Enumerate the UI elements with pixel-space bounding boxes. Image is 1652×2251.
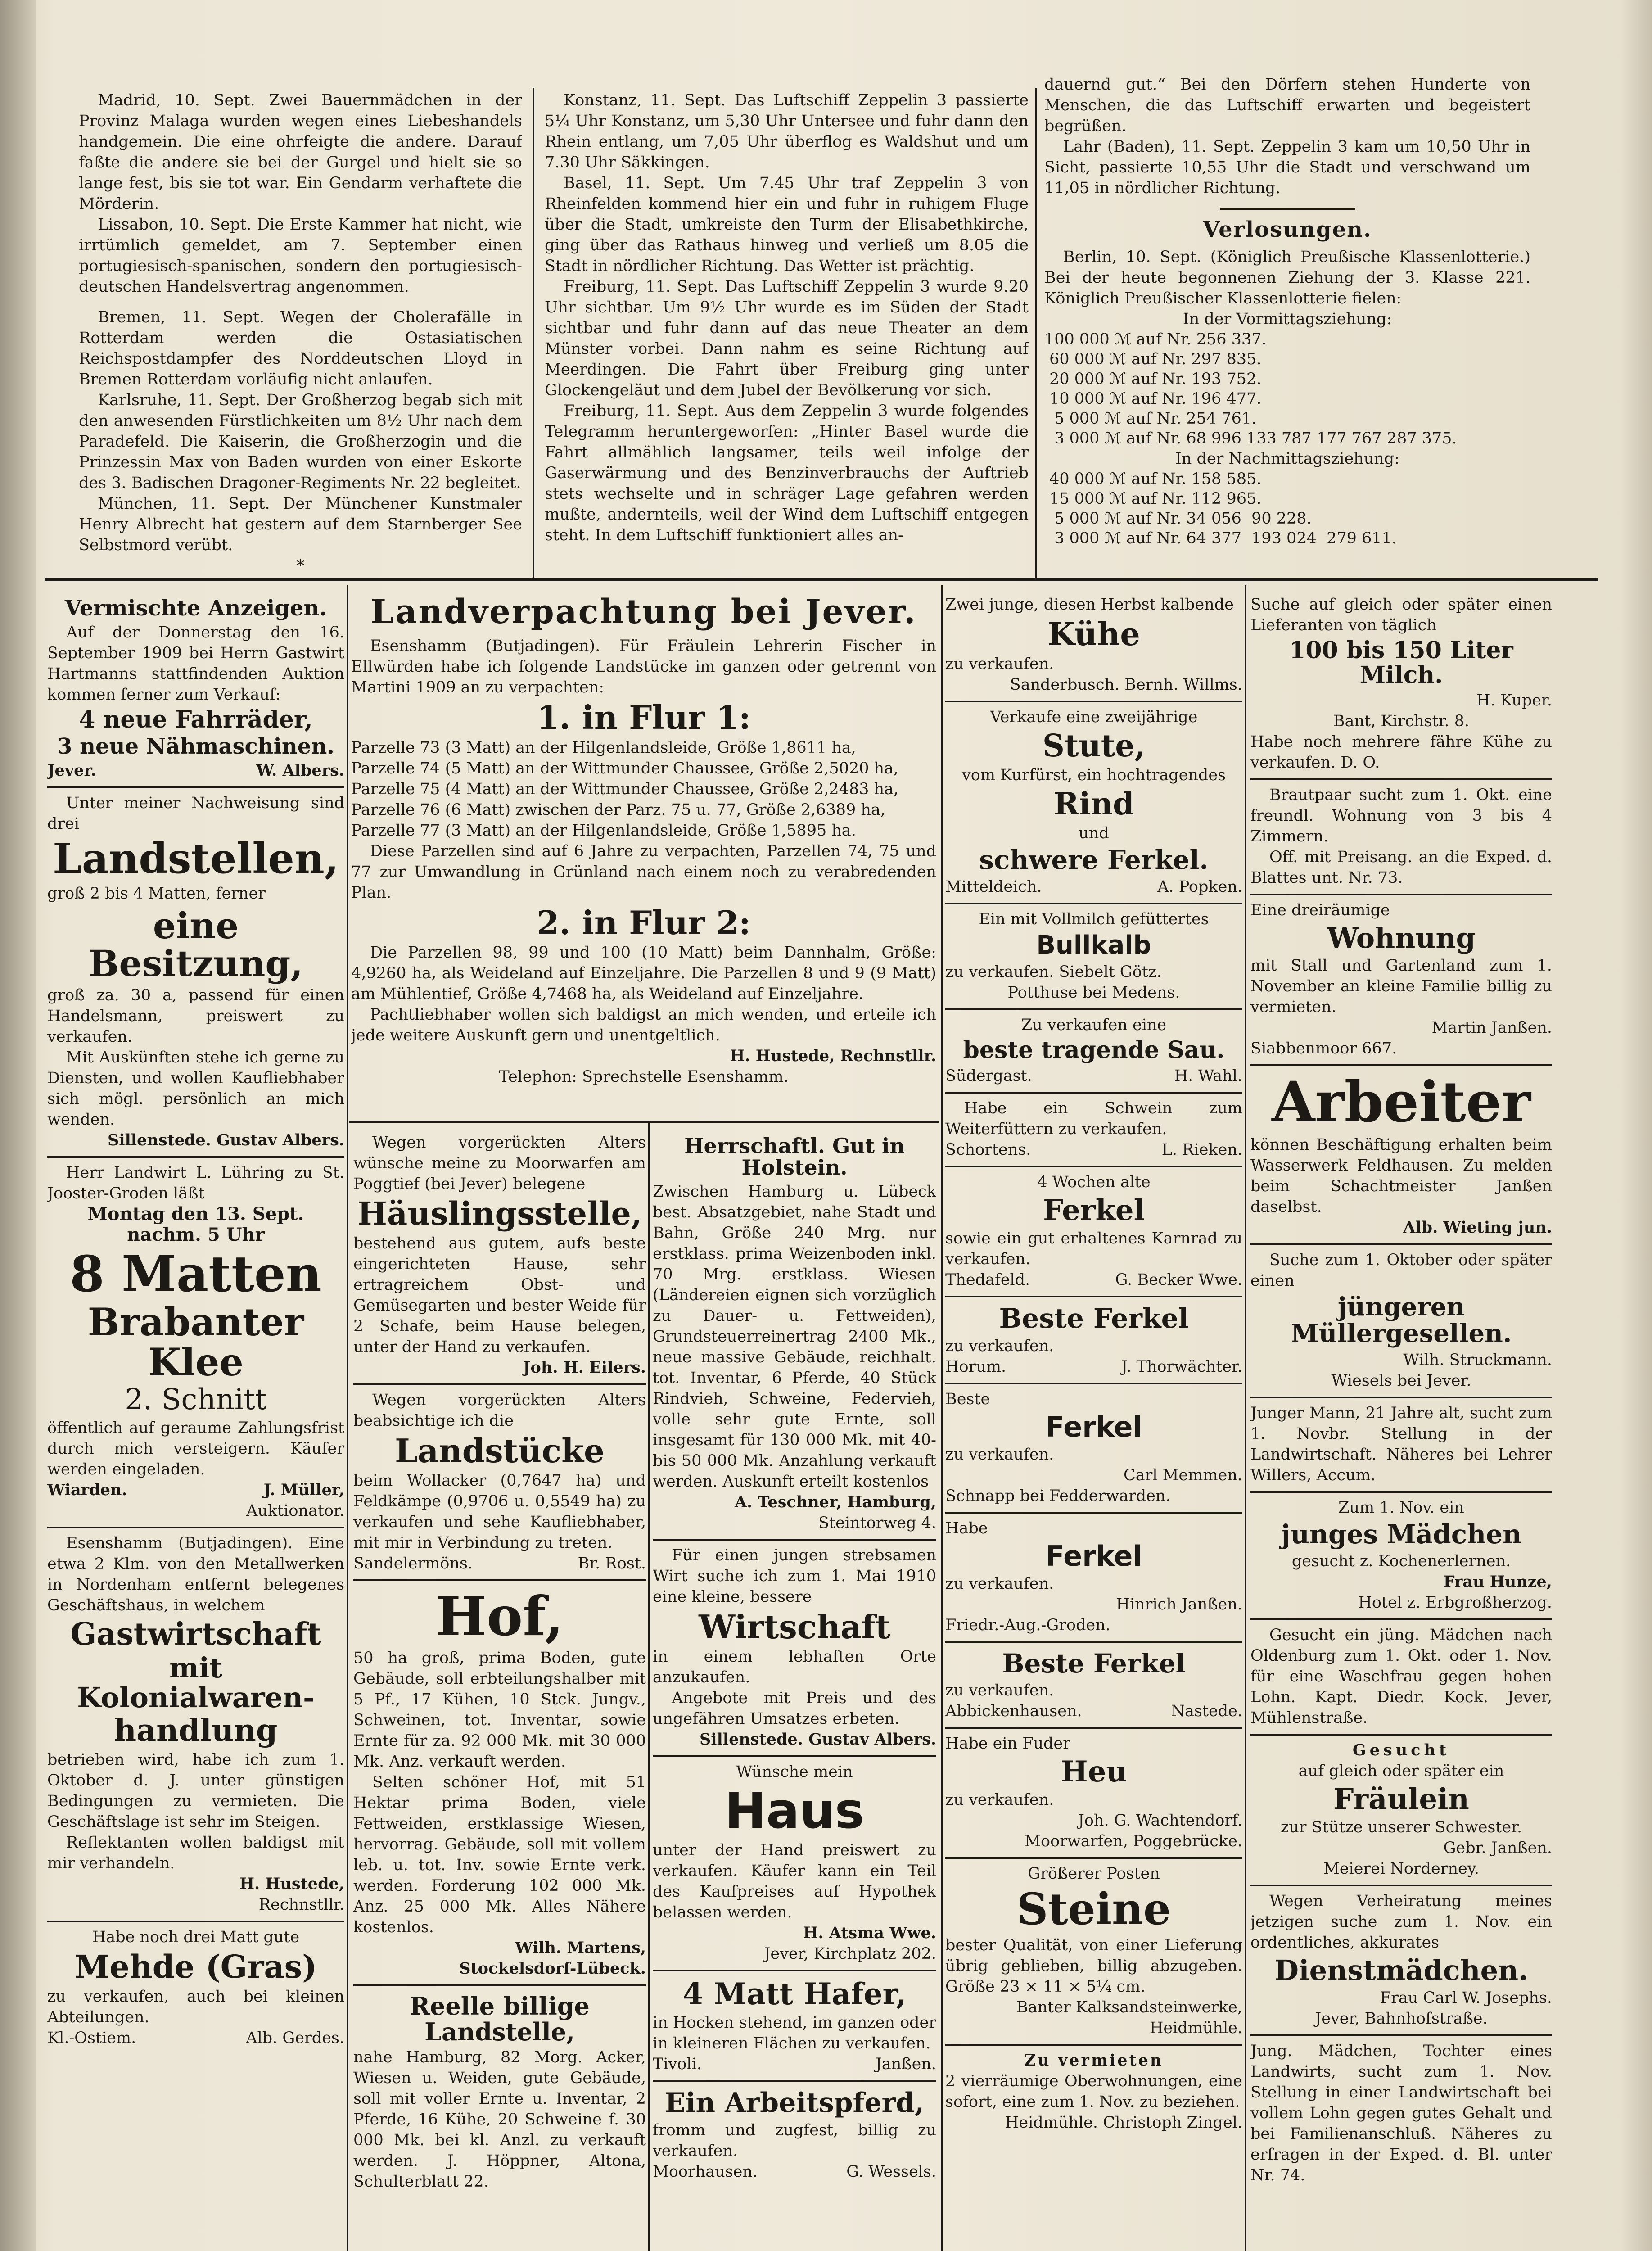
ad-text: Bant, Kirchstr. 8. bbox=[1333, 712, 1470, 731]
ad-text: in einem lebhaften Orte anzukaufen. bbox=[653, 1648, 936, 1687]
ad-text: Auf der Donnerstag den 16. September 1909 bei Herrn Gastwirt Hartmanns stattfindenden Auktion kommen ferner zum Verkauf: bbox=[47, 624, 344, 704]
ad-kuehe bbox=[945, 590, 1242, 702]
ad-text: Unter meiner Nachweisung sind drei bbox=[47, 794, 344, 833]
ad-signature: Nastede. bbox=[1171, 1702, 1242, 1720]
news-item: Lahr (Baden), 11. Sept. Zeppelin 3 kam um 10,50 Uhr in Sicht, passierte 10,55 Uhr die Stadt und verschwand um 11,05 in nördlicher Richtung. bbox=[1044, 138, 1530, 197]
ad-milch bbox=[1250, 590, 1552, 780]
ad-text: Wegen vorgerückten Alters wünsche meine zu Moorwarfen am Poggtief (bei Jever) belegene bbox=[353, 1134, 646, 1193]
lottery-row: 3 000 ℳ auf Nr. 68 996 133 787 177 767 287 375. bbox=[1044, 429, 1457, 447]
ad-place: Mitteldeich. bbox=[945, 878, 1042, 896]
ad-hof bbox=[353, 1581, 646, 1986]
ad-text: Zwei junge, diesen Herbst kalbende bbox=[945, 596, 1234, 614]
ad-signature: Schnapp bei Fedderwarden. bbox=[945, 1487, 1171, 1505]
ad-text: Habe ein Fuder bbox=[945, 1734, 1070, 1753]
ad-headline: Beste Ferkel bbox=[1002, 1648, 1186, 1679]
ad-signature: Jever, Kirchplatz 202. bbox=[764, 1944, 936, 1963]
ad-signature: Hinrich Janßen. bbox=[1116, 1595, 1242, 1614]
ad-text: Angebote mit Preis und des ungefähren Umsatzes erbeten. bbox=[653, 1689, 936, 1728]
ad-fraeulein bbox=[1250, 1736, 1552, 1886]
ad-headline: Wirtschaft bbox=[699, 1607, 890, 1646]
column-rule bbox=[941, 585, 943, 2251]
ad-text: Beste bbox=[945, 1390, 990, 1408]
ad-wohnung bbox=[1250, 895, 1552, 1066]
ad-text: Eine dreiräumige bbox=[1250, 901, 1390, 920]
parcel-row: Parzelle 73 (3 Matt) an der Hilgenlandsleide, Größe 1,8611 ha, bbox=[351, 738, 856, 757]
ad-text: Wegen vorgerückten Alters beabsichtige ich die bbox=[353, 1391, 646, 1430]
ad-gastwirtschaft bbox=[47, 1528, 344, 1922]
ad-text: vom Kurfürst, ein hochtragendes bbox=[961, 766, 1226, 784]
ad-klee-auction bbox=[47, 1158, 344, 1528]
parcel-row: Parzelle 77 (3 Matt) an der Hilgenlandsleide, Größe 1,5895 ha. bbox=[351, 821, 856, 840]
ad-headline: Kühe bbox=[1047, 615, 1140, 653]
ad-ferkel-4 bbox=[945, 1514, 1242, 1643]
news-item: Basel, 11. Sept. Um 7.45 Uhr traf Zeppelin 3 von Rheinfelden kommend hier ein und fuhr in ruhigem Fluge über die Stadt, umkreiste den Turm der Elisabethkirche, ging über das Rathaus hinweg und verließ um 8.05 die Stadt in nördlicher Richtung. Das Wetter ist prächtig. bbox=[545, 174, 1029, 275]
ad-place: Kl.-Ostiem. bbox=[47, 2029, 136, 2047]
ad-signature: H. Hustede, bbox=[239, 1875, 344, 1893]
ad-text: zu verkaufen. bbox=[945, 1681, 1054, 1700]
ad-text: 2 vierräumige Oberwohnungen, eine sofort, eine zum 1. Nov. zu beziehen. bbox=[945, 2072, 1242, 2111]
ad-text: zu verkaufen. Siebelt Götz. bbox=[945, 963, 1162, 981]
ad-text: Pachtliebhaber wollen sich baldigst an mich wenden, und erteile ich jede weitere Auskunft gern und unentgeltlich. bbox=[351, 1006, 936, 1045]
ad-date: Montag den 13. Sept. bbox=[87, 1203, 304, 1225]
ad-place: Südergast. bbox=[945, 1067, 1032, 1085]
ad-headline: Dienstmädchen. bbox=[1274, 1954, 1528, 1987]
ad-text: Habe ein Schwein zum Weiterfüttern zu verkaufen. bbox=[945, 1099, 1242, 1138]
ad-headline: 100 bis 150 Liter Milch. bbox=[1289, 637, 1513, 689]
ad-headline: Zu vermieten bbox=[1024, 2051, 1164, 2070]
ad-jung-maedchen-stellung bbox=[1250, 2036, 1552, 2191]
ad-landstuecke bbox=[353, 1385, 646, 1582]
ad-headline: Herrschaftl. Gut in Holstein. bbox=[684, 1134, 905, 1180]
ad-headline: schwere Ferkel. bbox=[979, 845, 1209, 876]
news-column-2 bbox=[545, 90, 1029, 572]
news-item: Bremen, 11. Sept. Wegen der Cholerafälle in Rotterdam werden die Ostasiatischen Reichspostdampfer des Norddeutschen Lloyd in Bremen Rotterdam vorläufig nicht anlaufen. bbox=[79, 308, 522, 389]
ad-text: zu verkaufen. bbox=[945, 1791, 1054, 1809]
ad-dienstmaedchen bbox=[1250, 1886, 1552, 2036]
news-item: Karlsruhe, 11. Sept. Der Großherzog begab sich mit den anwesenden Fürstlichkeiten um 8½ Uhr nach dem Paradefeld. Die Kaiserin, die Großherzogin und die Prinzessin Max von Baden wurden von einer Eskorte des 3. Badischen Dragoner-Regiments Nr. 22 begleitet. bbox=[79, 391, 522, 492]
ad-headline: Gastwirtschaft bbox=[70, 1616, 321, 1653]
ad-signature: Joh. H. Eilers. bbox=[523, 1358, 646, 1377]
ad-text: bestehend aus gutem, aufs beste eingerichteten Hause, sehr ertragreichem Obst- und Gemüsegarten und bester Weide für 2 Schafe, beim Hause belegen, unter der Hand zu verkaufen. bbox=[353, 1234, 646, 1356]
ad-text: zur Stütze unserer Schwester. bbox=[1280, 1818, 1522, 1837]
ad-headline: 3 neue Nähmaschinen. bbox=[57, 733, 334, 759]
lottery-intro: Berlin, 10. Sept. (Königlich Preußische Klassenlotterie.) Bei der heute begonnenen Ziehung der 3. Klasse 221. Königlich Preußischer Klassenlotterie fielen: bbox=[1044, 248, 1530, 307]
ad-signature: Martin Janßen. bbox=[1431, 1019, 1552, 1037]
ad-signature: Siabbenmoor 667. bbox=[1250, 1040, 1397, 1058]
ad-bullkalb bbox=[945, 904, 1242, 1010]
ad-headline: mit Kolonialwaren- bbox=[77, 1651, 315, 1714]
column-rule bbox=[347, 585, 348, 2251]
ad-signature: H. Kuper. bbox=[1476, 692, 1552, 710]
ads-header: Vermischte Anzeigen. bbox=[64, 596, 327, 621]
ad-text: Herr Landwirt L. Lühring zu St. Jooster-Groden läßt bbox=[47, 1163, 344, 1202]
lottery-row: 5 000 ℳ auf Nr. 34 056 90 228. bbox=[1044, 510, 1312, 528]
ad-text: 4 Wochen alte bbox=[1037, 1173, 1151, 1191]
ad-text: Suche zum 1. Oktober oder später einen bbox=[1250, 1251, 1552, 1290]
ad-text: in Hocken stehend, im ganzen oder in kleineren Flächen zu verkaufen. bbox=[653, 2013, 936, 2052]
ad-time: nachm. 5 Uhr bbox=[127, 1224, 265, 1245]
ad-brautpaar bbox=[1250, 780, 1552, 895]
ad-ferkel-5 bbox=[945, 1643, 1242, 1729]
ad-headline: Landverpachtung bei Jever. bbox=[370, 592, 917, 631]
ad-text: Zwischen Hamburg u. Lübeck best. Absatzgebiet, nahe Stadt und Bahn, Größe 240 Mrg. nur erstklass. prima Weizenboden inkl. 70 Mrg. erstklass. Wiesen (Ländereien eignen sich vorzüglich zu Dauer- u. Fettweiden), Grundsteuerreinertrag 2400 Mk., neue massive Gebäude, reichhalt. tot. Inventar, 6 Pferde, 40 Stück Rindvieh, Schweine, Federvieh, volle sehr gute Ernte, soll insgesamt für 130 000 Mk. mit 40- bis 50 000 Mk. Anzahlung verkauft werden. Auskunft erteilt kostenlos bbox=[653, 1182, 936, 1491]
ad-headline: Ferkel bbox=[1043, 1193, 1145, 1227]
ad-signature: Frau Hunze, bbox=[1443, 1572, 1552, 1591]
lottery-table-am bbox=[1044, 330, 1530, 448]
ad-auction-bikes bbox=[47, 590, 344, 788]
ad-signature: Heidmühle. Christoph Zingel. bbox=[1005, 2113, 1242, 2132]
ad-text: Off. mit Preisang. an die Exped. d. Blattes unt. Nr. 73. bbox=[1250, 848, 1552, 887]
ad-headline: Beste Ferkel bbox=[999, 1302, 1189, 1334]
news-item: Konstanz, 11. Sept. Das Luftschiff Zeppelin 3 passierte 5¼ Uhr Konstanz, um 5,30 Uhr Untersee und fuhr dann den Rhein entlang, um 7,05 Uhr überflog es Waldshut und um 7.30 Uhr Säkkingen. bbox=[545, 91, 1029, 172]
ad-headline: junges Mädchen bbox=[1281, 1519, 1522, 1550]
news-item: dauernd gut.“ Bei den Dörfern stehen Hunderte von Menschen, die das Luftschiff erwarten und begeistert begrüßen. bbox=[1044, 76, 1530, 135]
lottery-row: 40 000 ℳ auf Nr. 158 585. bbox=[1044, 470, 1262, 488]
ad-wirtschaft bbox=[653, 1541, 936, 1758]
ad-headline: 8 Matten bbox=[70, 1244, 322, 1303]
ad-headline: Fräulein bbox=[1333, 1782, 1469, 1816]
section-title-verlosungen: Verlosungen. bbox=[1203, 217, 1372, 242]
news-separator: * bbox=[296, 557, 305, 572]
ad-text: zu verkaufen. bbox=[945, 1574, 1054, 1593]
ad-ferkel-1 bbox=[945, 1167, 1242, 1297]
ad-text: Ein mit Vollmilch gefüttertes bbox=[979, 910, 1209, 929]
ad-text: Die Parzellen 98, 99 und 100 (10 Matt) beim Dannhalm, Größe: 4,9260 ha, als Weideland auf Einzeljahre. Die Parzellen 8 und 9 (9 Matt) am Mühlentief, Größe 4,7468 ha, als Weideland auf Einzeljahre. bbox=[351, 944, 936, 1003]
ad-headline: Ferkel bbox=[1045, 1539, 1142, 1573]
ad-signature: Frau Carl W. Josephs. bbox=[1380, 1989, 1552, 2007]
ad-signature: Steintorweg 4. bbox=[818, 1514, 936, 1532]
ad-text: Zum 1. Nov. ein bbox=[1338, 1499, 1464, 1517]
ad-landverpachtung bbox=[351, 590, 936, 1116]
ad-signature: J. Thorwächter. bbox=[1121, 1357, 1242, 1376]
ad-text: groß 2 bis 4 Matten, ferner bbox=[47, 884, 266, 903]
ad-text: fromm und zugfest, billig zu verkaufen. bbox=[653, 2121, 936, 2160]
ad-signature: Hotel z. Erbgroßherzog. bbox=[1358, 1593, 1552, 1612]
ads-column-2a bbox=[353, 1128, 646, 2251]
lottery-row: 60 000 ℳ auf Nr. 297 835. bbox=[1044, 350, 1262, 368]
lottery-subhead: In der Nachmittagsziehung: bbox=[1175, 450, 1399, 468]
ad-text: Junger Mann, 21 Jahre alt, sucht zum 1. Novbr. Stellung in der Landwirtschaft. Näheres bei Lehrer Willers, Accum. bbox=[1250, 1404, 1552, 1485]
ad-text: Reflektanten wollen baldigst mit mir verhandeln. bbox=[47, 1834, 344, 1872]
ad-text: Wünsche mein bbox=[736, 1763, 853, 1781]
ad-signature: A. Popken. bbox=[1157, 878, 1242, 896]
ad-mehde bbox=[47, 1922, 344, 2054]
news-item: Freiburg, 11. Sept. Das Luftschiff Zeppelin 3 wurde 9.20 Uhr sichtbar. Um 9½ Uhr wurde es im Süden der Stadt sichtbar und fuhr dann auf das neue Theater an dem Münster vorbei. Dann nahm es seine Richtung auf Meerdingen. Die Fahrt über Freiburg ging unter Glockengeläut und dem Jubel der Bevölkerung vor sich. bbox=[545, 278, 1029, 399]
ad-place: Thedafeld. bbox=[945, 1270, 1030, 1289]
ad-signature: Wilh. Struckmann. bbox=[1403, 1351, 1552, 1370]
ad-herrschaftliches-gut bbox=[653, 1128, 936, 1541]
parcel-row: Parzelle 76 (6 Matt) zwischen der Parz. 75 u. 77, Größe 2,6389 ha, bbox=[351, 800, 885, 819]
ad-text: 50 ha groß, prima Boden, gute Gebäude, soll erbteilungshalber mit 5 Pf., 17 Kühen, 10 Stck. Jungv., Schweinen, tot. Inventar, sowie Ernte für za. 92 000 Mk. mit 30 000 Mk. Anz. verkauft werden. bbox=[353, 1649, 646, 1771]
ad-headline: Mehde (Gras) bbox=[74, 1948, 317, 1985]
lottery-subhead: In der Vormittagsziehung: bbox=[1183, 310, 1392, 328]
ad-signature: Sillenstede. Gustav Albers. bbox=[107, 1130, 344, 1149]
ad-place: Wiarden. bbox=[47, 1481, 127, 1500]
ad-stute bbox=[945, 702, 1242, 905]
ad-place: Jever. bbox=[47, 761, 96, 780]
ads-column-2b bbox=[653, 1128, 936, 2251]
ad-signature: H. Wahl. bbox=[1174, 1067, 1242, 1085]
ad-headline: Ferkel bbox=[1045, 1410, 1142, 1443]
column-rule bbox=[1035, 88, 1037, 579]
ad-headline: Rind bbox=[1053, 786, 1134, 822]
news-item: München, 11. Sept. Der Münchener Kunstmaler Henry Albrecht hat gestern auf dem Starnberger See Selbstmord verübt. bbox=[79, 495, 522, 554]
ad-muellergeselle bbox=[1250, 1245, 1552, 1398]
ad-subheadline: 2. in Flur 2: bbox=[537, 903, 751, 942]
ad-text: mit Stall und Gartenland zum 1. November an kleine Familie billig zu vermieten. bbox=[1250, 957, 1552, 1017]
ad-text: betrieben wird, habe ich zum 1. Oktober d. J. unter günstigen Bedingungen zu vermieten. Die Geschäftslage ist sehr im Steigen. bbox=[47, 1751, 344, 1831]
ad-text: zu verkaufen. bbox=[945, 655, 1054, 673]
ad-text: Mit Auskünften stehe ich gerne zu Diensten, und wollen Kaufliebhaber sich mögl. persönlich an mich wenden. bbox=[47, 1048, 344, 1129]
binding-gutter bbox=[0, 0, 36, 2251]
ad-subheadline: 1. in Flur 1: bbox=[537, 698, 751, 737]
ad-text: Habe bbox=[945, 1519, 988, 1537]
ad-signature: Wilh. Martens, bbox=[515, 1939, 646, 1957]
ad-headline: Brabanter Klee bbox=[87, 1300, 304, 1384]
ad-arbeiter bbox=[1250, 1066, 1552, 1245]
ad-headline: Hof, bbox=[435, 1585, 564, 1649]
ad-reelle-landstelle bbox=[353, 1986, 646, 2197]
page-edge bbox=[1620, 0, 1652, 2251]
ad-signature: Janßen. bbox=[875, 2055, 936, 2073]
ad-text: Habe noch drei Matt gute bbox=[92, 1928, 300, 1946]
news-item: Madrid, 10. Sept. Zwei Bauernmädchen in der Provinz Malaga wurden wegen eines Liebeshandels handgemein. Die eine ohrfeigte die andere. Darauf faßte die andere sie bei der Gurgel und hielt sie so lange fest, bis sie tot war. Ein Gendarm verhaftete die Mörderin. bbox=[79, 91, 522, 213]
ads-column-4 bbox=[1250, 590, 1552, 2251]
ad-headline: Heu bbox=[1061, 1754, 1127, 1789]
ad-signature: H. Hustede, Rechnstllr. bbox=[730, 1047, 936, 1066]
lottery-row: 3 000 ℳ auf Nr. 64 377 193 024 279 611. bbox=[1044, 529, 1397, 547]
ad-signature: G. Wessels. bbox=[846, 2162, 936, 2181]
ad-haeuslingsstelle bbox=[353, 1128, 646, 1385]
ad-signature: L. Rieken. bbox=[1161, 1140, 1242, 1159]
ad-headline: Landstellen, bbox=[53, 834, 339, 883]
ad-signature: Carl Memmen. bbox=[1123, 1466, 1242, 1484]
ad-headline: handlung bbox=[114, 1712, 278, 1749]
ad-haus bbox=[653, 1757, 936, 1971]
ad-text: Diese Parzellen sind auf 6 Jahre zu verpachten, Parzellen 74, 75 und 77 zur Umwandlung in Grünland nach einem noch zu verabredenden Plan. bbox=[351, 842, 936, 902]
ad-text: bester Qualität, von einer Lieferung übrig geblieben, billig abzugeben. Größe 23 × 11 × 5¼ cm. bbox=[945, 1936, 1242, 1996]
ad-text: beim Wollacker (0,7647 ha) und Feldkämpe (0,9706 u. 0,5549 ha) zu verkaufen und sehe Kaufliebhaber, mit mir in Verbindung zu treten. bbox=[353, 1472, 646, 1552]
ad-signature: W. Albers. bbox=[256, 761, 344, 780]
ad-signature: Alb. Wieting jun. bbox=[1403, 1218, 1552, 1237]
ad-waschfrau bbox=[1250, 1620, 1552, 1736]
column-rule bbox=[1245, 585, 1246, 2251]
ad-place: Tivoli. bbox=[653, 2055, 702, 2073]
ad-signature: Heidmühle. bbox=[1149, 2019, 1242, 2037]
ad-text: Jung. Mädchen, Tochter eines Landwirts, sucht zum 1. Nov. Stellung in einer Landwirtschaft bei vollem Lohn gegen gutes Gehalt und bei Familienanschluß. Näheres zu erfragen in der Exped. d. Bl. unter Nr. 74. bbox=[1250, 2042, 1552, 2185]
ad-zu-vermieten bbox=[945, 2046, 1242, 2138]
ad-text: Potthuse bei Medens. bbox=[1007, 983, 1180, 1002]
ad-headline: Wohnung bbox=[1327, 922, 1476, 955]
news-item: Lissabon, 10. Sept. Die Erste Kammer hat nicht, wie irrtümlich gemeldet, am 7. September einen portugiesisch-spanischen, sondern den portugiesisch-deutschen Handelsvertrag angenommen. bbox=[79, 216, 522, 296]
parcel-row: Parzelle 75 (4 Matt) an der Wittmunder Chaussee, Größe 2,2483 ha, bbox=[351, 780, 899, 798]
ad-headline: Bullkalb bbox=[1036, 931, 1151, 960]
ad-text: können Beschäftigung erhalten beim Wasserwerk Feldhausen. Zu melden beim Schachtmeister Janßen daselbst. bbox=[1250, 1136, 1552, 1216]
ad-text: auf gleich oder später ein bbox=[1298, 1762, 1504, 1780]
ad-junges-maedchen bbox=[1250, 1493, 1552, 1620]
ad-text: öffentlich auf geraume Zahlungsfrist durch mich versteigern. Käufer werden eingeladen. bbox=[47, 1419, 344, 1479]
ad-signature: Rechnstllr. bbox=[258, 1896, 344, 1914]
ad-place: Horum. bbox=[945, 1357, 1007, 1376]
ad-headline: 2. Schnitt bbox=[125, 1383, 267, 1416]
ad-signature: Br. Rost. bbox=[578, 1555, 646, 1573]
ad-place: Moorhausen. bbox=[653, 2162, 758, 2181]
ads-column-3 bbox=[945, 590, 1242, 2251]
ad-heu bbox=[945, 1729, 1242, 1859]
ad-junger-mann bbox=[1250, 1398, 1552, 1493]
ad-headline: Haus bbox=[724, 1782, 865, 1840]
ad-text: und bbox=[1079, 824, 1109, 843]
ad-text: Für einen jungen strebsamen Wirt suche ich zum 1. Mai 1910 eine kleine, bessere bbox=[653, 1546, 936, 1606]
ad-schwein bbox=[945, 1094, 1242, 1167]
ad-hafer bbox=[653, 1971, 936, 2082]
ad-headline: eine Besitzung, bbox=[88, 904, 303, 985]
ad-steine bbox=[945, 1859, 1242, 2046]
ad-signature: H. Atsma Wwe. bbox=[803, 1923, 936, 1942]
ad-text: Gesucht ein jüng. Mädchen nach Oldenburg zum 1. Okt. oder 1. Nov. für eine Waschfrau gegen hohen Lohn. Kapt. Diedr. Kock. Jever, Mühlenstraße. bbox=[1250, 1626, 1552, 1727]
section-divider bbox=[45, 578, 1598, 581]
ad-headline: 4 Matt Hafer, bbox=[682, 1976, 907, 2011]
ad-text: Brautpaar sucht zum 1. Okt. eine freundl. Wohnung von 3 bis 4 Zimmern. bbox=[1250, 786, 1552, 846]
lottery-row: 10 000 ℳ auf Nr. 196 477. bbox=[1044, 390, 1262, 408]
ad-signature: G. Becker Wwe. bbox=[1115, 1270, 1242, 1289]
ad-place: Sandelermöns. bbox=[353, 1555, 473, 1573]
column-rule bbox=[648, 1123, 650, 2251]
ad-text: Habe noch mehrere fähre Kühe zu verkaufen. D. O. bbox=[1250, 733, 1552, 772]
ad-place: Abbickenhausen. bbox=[945, 1702, 1082, 1720]
ad-text: gesucht z. Kochenerlernen. bbox=[1291, 1552, 1511, 1570]
ad-signature: J. Müller, bbox=[263, 1481, 344, 1500]
ad-signature: Gebr. Janßen. bbox=[1443, 1839, 1552, 1858]
lottery-row: 100 000 ℳ auf Nr. 256 337. bbox=[1044, 330, 1267, 348]
ads-column-1 bbox=[47, 590, 344, 2251]
ad-headline: 4 neue Fahrräder, bbox=[79, 706, 313, 734]
ad-place: Schortens. bbox=[945, 1140, 1031, 1159]
ad-ferkel-2 bbox=[945, 1297, 1242, 1384]
lottery-row: 20 000 ℳ auf Nr. 193 752. bbox=[1044, 370, 1262, 388]
ad-signature: Sillenstede. Gustav Albers. bbox=[699, 1730, 936, 1749]
ad-sau bbox=[945, 1010, 1242, 1094]
ad-signature: Joh. G. Wachtendorf. bbox=[1078, 1812, 1242, 1830]
ad-landstellen bbox=[47, 788, 344, 1158]
ad-signature: Sanderbusch. Bernh. Willms. bbox=[1010, 675, 1242, 694]
ad-text: Selten schöner Hof, mit 51 Hektar prima Boden, viele Fettweiden, erstklassige Wiesen, hervorrag. Gebäude, soll mit vollem leb. u. tot. Inv. sowie Ernte verk. werden. Forderung 102 000 Mk. Anz. 25 000 Mk. Alles Nähere kostenlos. bbox=[353, 1773, 646, 1937]
ad-text: zu verkaufen, auch bei kleinen Abteilungen. bbox=[47, 1987, 344, 2026]
news-item: Freiburg, 11. Sept. Aus dem Zeppelin 3 wurde folgendes Telegramm heruntergeworfen: „Hinter Basel wurde die Fahrt allmählich langsamer, teils weil infolge der Gaserwärmung und des Benzinverbrauchs der Auftrieb stets wechselte und in schräger Lage gefahren werden mußte, andernteils, weil der Wind dem Luftschiff entgegen steht. In dem Luftschiff funktioniert alles an- bbox=[545, 402, 1029, 544]
ad-text: groß za. 30 a, passend für einen Handelsmann, preiswert zu verkaufen. bbox=[47, 986, 344, 1046]
lottery-table-pm bbox=[1044, 469, 1530, 548]
ad-text: Wegen Verheiratung meines jetzigen suche zum 1. Nov. ein ordentliches, akkurates bbox=[1250, 1892, 1552, 1952]
ad-signature: Auktionator. bbox=[246, 1502, 344, 1520]
ad-headline: Gesucht bbox=[1352, 1740, 1450, 1759]
ad-signature: Banter Kalksandsteinwerke, bbox=[1016, 1998, 1242, 2016]
ad-headline: Ein Arbeitspferd, bbox=[664, 2087, 924, 2119]
ad-text: Größerer Posten bbox=[1028, 1865, 1160, 1883]
ad-headline: jüngeren Müllergesellen. bbox=[1291, 1292, 1512, 1349]
column-rule bbox=[533, 88, 534, 579]
ad-arbeitspferd bbox=[653, 2082, 936, 2188]
ad-text: Verkaufe eine zweijährige bbox=[990, 708, 1198, 726]
news-column-3 bbox=[1044, 74, 1530, 574]
ad-text: Zu verkaufen eine bbox=[1021, 1016, 1167, 1034]
ad-headline: Steine bbox=[1016, 1884, 1171, 1935]
ad-headline: Reelle billige Landstelle, bbox=[410, 1992, 590, 2046]
news-column-1 bbox=[79, 90, 522, 572]
ad-headline: Häuslingsstelle, bbox=[357, 1195, 642, 1232]
ad-text: sowie ein gut erhaltenes Karnrad zu verkaufen. bbox=[945, 1229, 1242, 1268]
ad-signature: A. Teschner, Hamburg, bbox=[734, 1492, 936, 1511]
ad-ferkel-3 bbox=[945, 1384, 1242, 1514]
ad-signature: Stockelsdorf-Lübeck. bbox=[459, 1959, 646, 1978]
lottery-row: 5 000 ℳ auf Nr. 254 761. bbox=[1044, 410, 1257, 428]
ad-text: zu verkaufen. bbox=[945, 1445, 1054, 1464]
divider bbox=[349, 1121, 939, 1123]
ad-text: unter der Hand preiswert zu verkaufen. Käufer kann ein Teil des Kaufpreises auf Hypothek belassen werden. bbox=[653, 1841, 936, 1921]
ad-text: Esenshamm (Butjadingen). Für Fräulein Lehrerin Fischer in Ellwürden habe ich folgende Landstücke im ganzen oder getrennt von Martini 1909 an zu verpachten: bbox=[351, 637, 936, 696]
lottery-row: 15 000 ℳ auf Nr. 112 965. bbox=[1044, 490, 1262, 508]
ad-text: Telephon: Sprechstelle Esenshamm. bbox=[499, 1068, 789, 1086]
parcel-row: Parzelle 74 (5 Matt) an der Wittmunder Chaussee, Größe 2,5020 ha, bbox=[351, 759, 899, 777]
ad-signature: Moorwarfen, Poggebrücke. bbox=[1025, 1832, 1242, 1851]
ad-headline: Arbeiter bbox=[1272, 1070, 1531, 1135]
ad-text: Suche auf gleich oder später einen Lieferanten von täglich bbox=[1250, 596, 1552, 634]
divider bbox=[1220, 208, 1355, 210]
ad-headline: Landstücke bbox=[395, 1431, 605, 1470]
ad-text: Esenshamm (Butjadingen). Eine etwa 2 Klm. von den Metallwerken in Nordenham entfernt belegenes Geschäftshaus, in welchem bbox=[47, 1534, 344, 1615]
ad-text: zu verkaufen. bbox=[945, 1337, 1054, 1355]
ad-signature: Jever, Bahnhofstraße. bbox=[1315, 2010, 1488, 2028]
ad-headline: Stute, bbox=[1042, 728, 1146, 764]
ad-text: nahe Hamburg, 82 Morg. Acker, Wiesen u. Weiden, gute Gebäude, soll mit voller Ernte u. Inventar, 2 Pferde, 16 Kühe, 20 Schweine f. 30 000 Mk. bei kl. Anzl. zu verkauft werden. J. Höppner, Altona, Schulterblatt 22. bbox=[353, 2048, 646, 2191]
ad-signature: Friedr.-Aug.-Groden. bbox=[945, 1616, 1110, 1634]
ad-signature: Wiesels bei Jever. bbox=[1331, 1372, 1471, 1390]
ad-signature: Meierei Norderney. bbox=[1323, 1860, 1479, 1878]
ad-signature: Alb. Gerdes. bbox=[246, 2029, 344, 2047]
ad-headline: beste tragende Sau. bbox=[963, 1036, 1225, 1064]
